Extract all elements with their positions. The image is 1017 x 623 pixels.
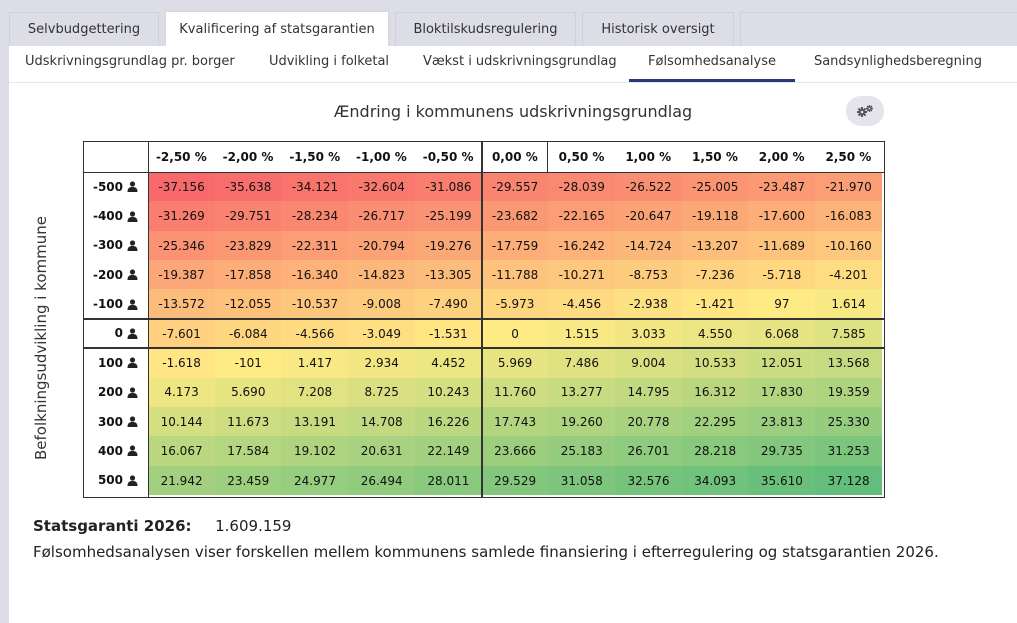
- table-cell: -19.276: [415, 231, 482, 261]
- row-label: -500: [92, 179, 123, 194]
- column-header: 0,00 %: [482, 142, 549, 172]
- person-icon: [127, 357, 138, 368]
- statsgaranti-label: Statsgaranti 2026:: [33, 517, 192, 535]
- column-header: 2,00 %: [748, 142, 815, 172]
- table-cell: 1.417: [281, 348, 348, 378]
- table-cell: 25.330: [815, 407, 882, 437]
- zero-row-top-line: [84, 318, 884, 320]
- table-cell: 16.312: [682, 378, 749, 408]
- table-cell: 6.068: [748, 319, 815, 349]
- row-header: [84, 378, 148, 407]
- table-cell: -1.531: [415, 319, 482, 349]
- table-cell: 34.093: [682, 466, 749, 496]
- table-cell: -19.118: [682, 201, 749, 231]
- subtab-folsomhedsanalyse[interactable]: [629, 54, 795, 82]
- table-cell: -10.537: [281, 289, 348, 319]
- table-cell: -31.086: [415, 172, 482, 202]
- tab-label: Bloktilskudsregulering: [413, 22, 558, 37]
- column-header: -1,00 %: [348, 142, 415, 172]
- table-cell: -23.682: [482, 201, 549, 231]
- statsgaranti-summary: [33, 517, 291, 535]
- table-cell: 20.778: [615, 407, 682, 437]
- table-cell: -11.689: [748, 231, 815, 261]
- tab-label: Historisk oversigt: [601, 22, 715, 37]
- tab-selvbudgettering[interactable]: [9, 12, 159, 46]
- table-cell: 10.533: [682, 348, 749, 378]
- table-cell: -28.039: [548, 172, 615, 202]
- subtab-label: Følsomhedsanalyse: [648, 54, 776, 69]
- table-cell: -17.858: [215, 260, 282, 290]
- person-icon: [127, 328, 138, 339]
- table-cell: 10.243: [415, 378, 482, 408]
- row-label: 0: [114, 326, 123, 341]
- table-cell: 97: [748, 289, 815, 319]
- row-label: -300: [92, 238, 123, 253]
- tab-bloktilskudsregulering[interactable]: [395, 12, 576, 46]
- person-icon: [127, 387, 138, 398]
- table-cell: -25.199: [415, 201, 482, 231]
- table-cell: -10.271: [548, 260, 615, 290]
- table-cell: -19.387: [148, 260, 215, 290]
- table-cell: -7.236: [682, 260, 749, 290]
- table-cell: 23.666: [482, 436, 549, 466]
- table-cell: 28.218: [682, 436, 749, 466]
- table-cell: -16.340: [281, 260, 348, 290]
- table-cell: -14.724: [615, 231, 682, 261]
- table-cell: 25.183: [548, 436, 615, 466]
- table-cell: 7.585: [815, 319, 882, 349]
- tab-bar-filler: [740, 12, 1017, 46]
- table-cell: -26.717: [348, 201, 415, 231]
- table-cell: 11.760: [482, 378, 549, 408]
- table-cell: 22.295: [682, 407, 749, 437]
- table-cell: -7.490: [415, 289, 482, 319]
- table-cell: -9.008: [348, 289, 415, 319]
- subtab-sandsynlighedsberegning[interactable]: [809, 54, 987, 82]
- person-icon: [127, 240, 138, 251]
- column-header: -0,50 %: [415, 142, 482, 172]
- table-cell: 17.743: [482, 407, 549, 437]
- table-cell: -25.005: [682, 172, 749, 202]
- subtab-label: Vækst i udskrivningsgrundlag: [423, 54, 617, 69]
- row-header: [84, 436, 148, 465]
- table-cell: -4.566: [281, 319, 348, 349]
- table-cell: -21.970: [815, 172, 882, 202]
- table-cell: -34.121: [281, 172, 348, 202]
- table-cell: -22.311: [281, 231, 348, 261]
- row-header: [84, 289, 148, 318]
- table-cell: -32.604: [348, 172, 415, 202]
- table-cell: 29.735: [748, 436, 815, 466]
- table-cell: 16.067: [148, 436, 215, 466]
- table-cell: -101: [215, 348, 282, 378]
- table-cell: -29.557: [482, 172, 549, 202]
- table-cell: 23.813: [748, 407, 815, 437]
- person-icon: [127, 299, 138, 310]
- table-cell: 20.631: [348, 436, 415, 466]
- row-header: [84, 231, 148, 260]
- column-header: 2,50 %: [815, 142, 882, 172]
- row-header: [84, 172, 148, 201]
- table-cell: -3.049: [348, 319, 415, 349]
- row-header: [84, 260, 148, 289]
- subtab-vaekst-i-udskrivningsgrundlag[interactable]: [423, 54, 617, 82]
- table-cell: 13.568: [815, 348, 882, 378]
- column-header: -2,00 %: [215, 142, 282, 172]
- subtab-label: Udvikling i folketal: [268, 54, 390, 69]
- table-cell: -5.718: [748, 260, 815, 290]
- subtab-udskrivningsgrundlag-pr-borger[interactable]: [25, 54, 235, 82]
- row-label: -400: [92, 209, 123, 224]
- zero-column-right-line: [547, 142, 548, 172]
- table-cell: -7.601: [148, 319, 215, 349]
- row-label: 500: [97, 473, 123, 488]
- table-cell: -13.572: [148, 289, 215, 319]
- analysis-description: Følsomhedsanalysen viser forskellen mellem kommunens samlede finansiering i efterregulering og statsgarantien 2026.: [33, 543, 939, 561]
- table-cell: -4.201: [815, 260, 882, 290]
- person-icon: [127, 416, 138, 427]
- person-icon: [127, 211, 138, 222]
- table-cell: 3.033: [615, 319, 682, 349]
- table-cell: 5.969: [482, 348, 549, 378]
- table-cell: 9.004: [615, 348, 682, 378]
- header-divider: [84, 172, 884, 173]
- subtab-label: Sandsynlighedsberegning: [813, 54, 983, 69]
- row-header: [84, 348, 148, 377]
- table-cell: 4.173: [148, 378, 215, 408]
- table-cell: 7.208: [281, 378, 348, 408]
- zero-row-bottom-line: [84, 347, 884, 349]
- table-cell: -16.083: [815, 201, 882, 231]
- table-cell: 17.830: [748, 378, 815, 408]
- table-cell: -1.421: [682, 289, 749, 319]
- table-cell: 11.673: [215, 407, 282, 437]
- sensitivity-table: [83, 141, 885, 498]
- column-header: 1,50 %: [682, 142, 749, 172]
- subtab-label: Udskrivningsgrundlag pr. borger: [25, 54, 235, 69]
- table-cell: -6.084: [215, 319, 282, 349]
- person-icon: [127, 475, 138, 486]
- table-cell: -20.794: [348, 231, 415, 261]
- table-cell: 21.942: [148, 466, 215, 496]
- tab-kvalificering-statsgaranti[interactable]: [165, 11, 389, 46]
- table-cell: -22.165: [548, 201, 615, 231]
- table-cell: 8.725: [348, 378, 415, 408]
- table-cell: -10.160: [815, 231, 882, 261]
- table-cell: 13.191: [281, 407, 348, 437]
- table-cell: 37.128: [815, 466, 882, 496]
- chart-title: Ændring i kommunens udskrivningsgrundlag: [333, 102, 693, 121]
- table-cell: 14.795: [615, 378, 682, 408]
- column-header: 0,50 %: [548, 142, 615, 172]
- table-cell: 17.584: [215, 436, 282, 466]
- row-header: [84, 407, 148, 436]
- table-cell: -23.487: [748, 172, 815, 202]
- table-cell: -4.456: [548, 289, 615, 319]
- table-cell: 26.494: [348, 466, 415, 496]
- table-cell: 1.515: [548, 319, 615, 349]
- sub-tab-bar: [9, 46, 1017, 83]
- table-cell: 23.459: [215, 466, 282, 496]
- table-cell: -37.156: [148, 172, 215, 202]
- table-cell: 24.977: [281, 466, 348, 496]
- table-cell: -23.829: [215, 231, 282, 261]
- column-header: -2,50 %: [148, 142, 215, 172]
- statsgaranti-value: 1.609.159: [215, 517, 292, 535]
- table-cell: -35.638: [215, 172, 282, 202]
- row-label: 400: [97, 443, 123, 458]
- table-cell: 4.452: [415, 348, 482, 378]
- row-label: -200: [92, 267, 123, 282]
- table-cell: 19.102: [281, 436, 348, 466]
- row-header: [84, 201, 148, 230]
- table-cell: -17.759: [482, 231, 549, 261]
- table-cell: -29.751: [215, 201, 282, 231]
- table-cell: 19.260: [548, 407, 615, 437]
- table-cell: -28.234: [281, 201, 348, 231]
- column-header: 1,00 %: [615, 142, 682, 172]
- table-cell: -17.600: [748, 201, 815, 231]
- row-header: [84, 466, 148, 495]
- table-cell: 14.708: [348, 407, 415, 437]
- table-cell: -13.305: [415, 260, 482, 290]
- person-icon: [127, 269, 138, 280]
- table-cell: -5.973: [482, 289, 549, 319]
- table-cell: 35.610: [748, 466, 815, 496]
- table-cell: 2.934: [348, 348, 415, 378]
- table-cell: -26.522: [615, 172, 682, 202]
- top-tab-bar: [0, 0, 1017, 46]
- table-cell: 7.486: [548, 348, 615, 378]
- table-cell: -31.269: [148, 201, 215, 231]
- table-cell: 31.253: [815, 436, 882, 466]
- table-cell: 10.144: [148, 407, 215, 437]
- table-cell: -2.938: [615, 289, 682, 319]
- table-cell: -16.242: [548, 231, 615, 261]
- table-cell: 13.277: [548, 378, 615, 408]
- person-icon: [127, 445, 138, 456]
- table-cell: 12.051: [748, 348, 815, 378]
- settings-button[interactable]: [846, 96, 884, 126]
- tab-label: Selvbudgettering: [27, 22, 141, 37]
- table-cell: 4.550: [682, 319, 749, 349]
- table-cell: 5.690: [215, 378, 282, 408]
- table-cell: 16.226: [415, 407, 482, 437]
- table-cell: 1.614: [815, 289, 882, 319]
- column-header: -1,50 %: [281, 142, 348, 172]
- row-header: [84, 319, 148, 348]
- tab-historisk-oversigt[interactable]: [582, 12, 734, 46]
- table-cell: -1.618: [148, 348, 215, 378]
- table-cell: -20.647: [615, 201, 682, 231]
- table-cell: -11.788: [482, 260, 549, 290]
- table-cell: 28.011: [415, 466, 482, 496]
- table-cell: -12.055: [215, 289, 282, 319]
- row-label: -100: [92, 297, 123, 312]
- table-cell: -8.753: [615, 260, 682, 290]
- table-corner: [84, 142, 148, 172]
- table-cell: 31.058: [548, 466, 615, 496]
- table-cell: 22.149: [415, 436, 482, 466]
- gears-icon: [856, 104, 874, 118]
- table-cell: 19.359: [815, 378, 882, 408]
- table-cell: -13.207: [682, 231, 749, 261]
- table-cell: 0: [482, 319, 549, 349]
- subtab-udvikling-i-folketal[interactable]: [265, 54, 393, 82]
- table-cell: -14.823: [348, 260, 415, 290]
- row-label: 300: [97, 414, 123, 429]
- person-icon: [127, 181, 138, 192]
- table-cell: 29.529: [482, 466, 549, 496]
- row-label: 200: [97, 385, 123, 400]
- row-label: 100: [97, 355, 123, 370]
- y-axis-label: Befolkningsudvikling i kommune: [32, 216, 50, 460]
- table-cell: -25.346: [148, 231, 215, 261]
- table-cell: 26.701: [615, 436, 682, 466]
- main-panel: [9, 46, 1017, 623]
- table-cell: 32.576: [615, 466, 682, 496]
- tab-label: Kvalificering af statsgarantien: [179, 21, 375, 37]
